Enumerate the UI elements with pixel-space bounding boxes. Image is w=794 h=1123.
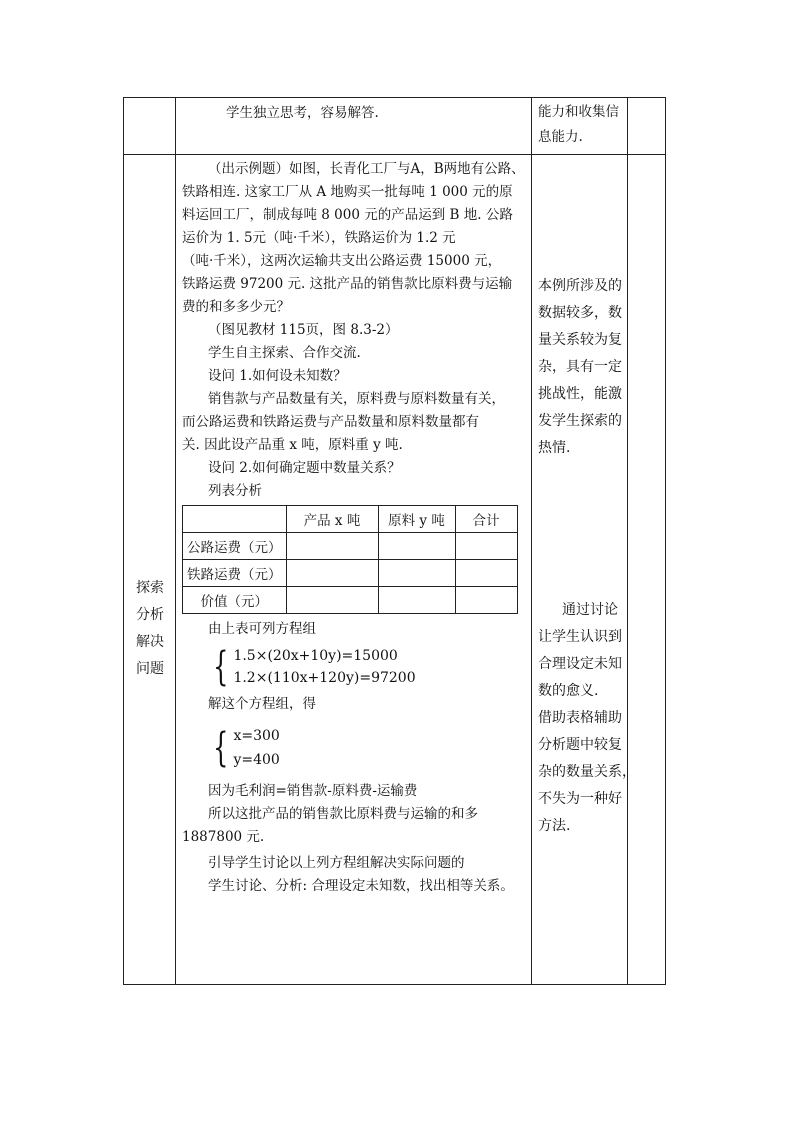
equation-system (208, 645, 525, 689)
table-row (183, 560, 518, 587)
table-row-continuation (124, 98, 666, 155)
note-cell (532, 98, 628, 155)
problem-line: 铁路运费 97200 元. 这批产品的销售款比原料费与运输 (182, 276, 513, 292)
answer-line: 而公路运费和铁路运费与产品数量和原料数量都有 (182, 414, 479, 430)
note-line: 热情. (538, 440, 571, 456)
table-cell (378, 560, 455, 587)
table-caption: 列表分析 (208, 483, 262, 499)
answer-line: 关. 因此设产品重 x 吨，原料重 y 吨. (182, 437, 403, 453)
stage-label-line: 分析 (136, 607, 164, 623)
note-line: 不失为一种好 (538, 791, 622, 807)
row-label: 铁路运费（元） (183, 560, 287, 587)
stage-label-line: 问题 (136, 661, 164, 677)
extra-cell-empty (628, 98, 666, 155)
header-cell: 产品 x 吨 (286, 506, 378, 533)
table-cell (378, 533, 455, 560)
note-line: 挑战性，能激 (538, 386, 622, 402)
table-row (183, 533, 518, 560)
profit-formula: 因为毛利润=销售款-原料费-运输费 (208, 783, 418, 799)
analysis-table (182, 505, 518, 614)
note-line: 方法. (538, 818, 571, 834)
extra-cell-empty (628, 155, 666, 985)
table-cell (455, 587, 517, 614)
stage-cell-empty (124, 98, 176, 155)
problem-line: （出示例题）如图，长青化工厂与A，B两地有公路、 (208, 161, 525, 177)
analysis-header-row (183, 506, 518, 533)
note-line: 量关系较为复 (538, 332, 622, 348)
discussion-text: 学生讨论、分析: 合理设定未知数，找出相等关系。 (208, 878, 514, 894)
table-cell (455, 560, 517, 587)
stage-label-line: 探索 (136, 580, 164, 596)
note-line: 通过讨论 (562, 602, 618, 618)
note-line: 能力和收集信 (538, 104, 619, 120)
note-line: 合理设定未知 (538, 656, 622, 672)
solution-line: x=300 (233, 728, 280, 744)
note-line: 本例所涉及的 (538, 278, 622, 294)
problem-line: 料运回工厂，制成每吨 8 000 元的产品运到 B 地. 公路 (182, 207, 513, 223)
problem-line: 运价为 1. 5元（吨·千米），铁路运价为 1.2 元 (182, 230, 456, 246)
solution-system (208, 724, 525, 772)
table-cell (286, 533, 378, 560)
problem-line: （吨·千米），这两次运输共支出公路运费 15000 元， (182, 253, 502, 269)
row-label: 公路运费（元） (183, 533, 287, 560)
note-line: 让学生认识到 (538, 629, 622, 645)
note-block-2 (538, 597, 636, 840)
note-line: 数的愈义. (538, 683, 599, 699)
question-1: 设问 1.如何设未知数？ (208, 368, 347, 384)
header-cell: 原料 y 吨 (378, 506, 455, 533)
note-line: 分析题中较复 (538, 737, 622, 753)
note-line: 借助表格辅助 (538, 710, 622, 726)
brace-symbol: { (213, 644, 229, 690)
note-line: 杂，具有一定 (538, 359, 622, 375)
equation-line: 1.2×(110x+120y)=97200 (233, 670, 416, 686)
problem-line: 费的和多多少元？ (182, 299, 290, 315)
stage-label-line: 解决 (136, 634, 164, 650)
figure-reference: （图见教材 115页，图 8.3-2） (208, 322, 399, 338)
table-cell (378, 587, 455, 614)
header-cell (183, 506, 287, 533)
problem-line: 铁路相连. 这家工厂从 A 地购买一批每吨 1 000 元的原 (182, 184, 513, 200)
note-block-1 (538, 273, 626, 462)
solution-line: y=400 (233, 752, 280, 768)
conclusion-line: 1887800 元. (182, 829, 265, 845)
question-2: 设问 2.如何确定题中数量关系？ (208, 460, 401, 476)
lesson-plan-table (123, 97, 666, 985)
system-intro: 由上表可列方程组 (208, 621, 316, 637)
explore-text: 学生自主探索、合作交流. (208, 345, 361, 361)
note-line: 数据较多，数 (538, 305, 622, 321)
note-cell (532, 155, 636, 985)
table-cell (286, 560, 378, 587)
answer-line: 销售款与产品数量有关，原料费与原料数量有关， (208, 391, 505, 407)
table-cell (455, 533, 517, 560)
solve-intro: 解这个方程组，得 (208, 696, 316, 712)
note-line: 杂的数量关系， (538, 764, 636, 780)
table-row-explore (124, 155, 666, 985)
header-cell: 合计 (455, 506, 517, 533)
activity-cell (176, 155, 532, 985)
table-row (183, 587, 518, 614)
brace-symbol: { (213, 725, 229, 771)
table-cell (286, 587, 378, 614)
equation-line: 1.5×(20x+10y)=15000 (233, 648, 398, 664)
activity-cell (176, 98, 532, 155)
row-label: 价值（元） (183, 587, 287, 614)
stage-cell (124, 155, 176, 985)
conclusion-line: 所以这批产品的销售款比原料费与运输的和多 (208, 806, 478, 822)
guide-text: 引导学生讨论以上列方程组解决实际问题的 (208, 855, 465, 871)
stage-label (124, 575, 176, 683)
note-line: 发学生探索的 (538, 413, 622, 429)
note-line: 息能力. (538, 129, 583, 145)
activity-text: 学生独立思考，容易解答. (226, 105, 379, 121)
